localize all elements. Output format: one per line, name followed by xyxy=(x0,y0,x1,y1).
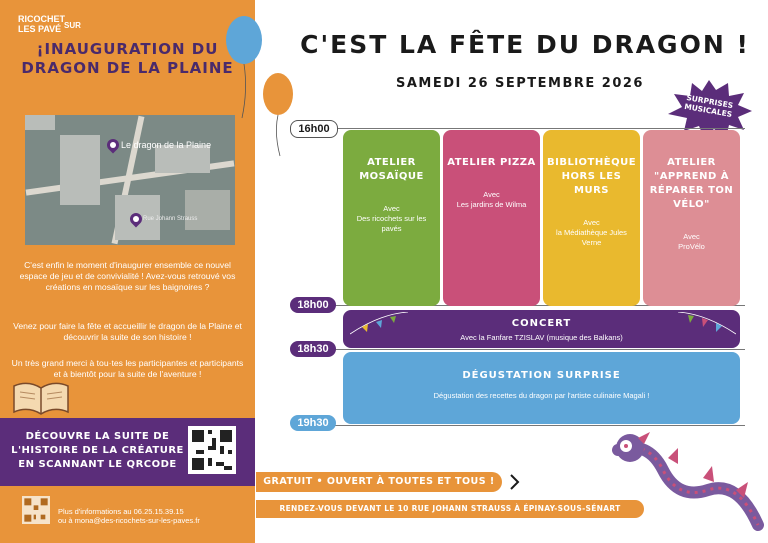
atelier-partner: Les jardins de Wilma xyxy=(456,200,527,209)
event-date: SAMEDI 26 SEPTEMBRE 2026 xyxy=(396,76,644,91)
inauguration-heading: ¡INAUGURATION DU DRAGON DE LA PLAINE xyxy=(21,40,234,77)
map-pin-icon xyxy=(105,137,122,154)
dragon-illustration xyxy=(608,430,768,543)
atelier-with-label: Avec xyxy=(383,204,400,213)
meeting-point-banner: RENDEZ-VOUS DEVANT LE 10 RUE JOHANN STRAUSS À ÉPINAY-SOUS-SÉNART xyxy=(256,500,644,518)
atelier-card-mosaique xyxy=(343,130,440,306)
map-location-label: Le dragon de la Plaine xyxy=(121,140,212,150)
atelier-title: BIBLIOTHÈQUE HORS LES MURS xyxy=(547,157,637,196)
atelier-title: ATELIER "APPREND À RÉPARER TON VÉLO" xyxy=(649,157,734,210)
atelier-card-velo xyxy=(643,130,740,306)
atelier-title: ATELIER PIZZA xyxy=(447,157,536,168)
logo-line1: RICOCHET xyxy=(18,14,65,24)
map-street-label: Rue Johann Strauss xyxy=(143,216,198,222)
concert-subtitle: Avec la Fanfare TZISLAV (musique des Balkans) xyxy=(460,333,623,342)
contact-email: ou à mona@des-ricochets-sur-les-paves.fr xyxy=(58,516,200,525)
degustation-subtitle: Dégustation des recettes du dragon par l'artiste culinaire Magali ! xyxy=(433,391,650,400)
time-label-18h00: 18h00 xyxy=(290,297,336,313)
atelier-with-label: Avec xyxy=(583,218,600,227)
logo-line2: LES PAVÉ xyxy=(18,24,62,34)
invite-paragraph: Venez pour faire la fête et accueillir le dragon de la Plaine et découvrir la suite de son histoire ! xyxy=(13,321,242,342)
atelier-card-pizza xyxy=(443,130,540,306)
atelier-with-label: Avec xyxy=(683,232,700,241)
free-entry-banner: GRATUIT • OUVERT À TOUTES ET TOUS ! xyxy=(256,472,502,492)
concert-title: CONCERT xyxy=(511,318,572,329)
timeline-line xyxy=(300,128,745,129)
thanks-paragraph: Un très grand merci à tou·tes les participantes et participants et à bientôt pour la suite de l'aventure ! xyxy=(11,358,244,379)
contact-phone: Plus d'informations au 06.25.15.39.15 xyxy=(58,507,184,516)
atelier-card-bibliotheque xyxy=(543,130,640,306)
degustation-block xyxy=(343,352,740,424)
surprises-badge-label: SURPRISES MUSICALES xyxy=(683,93,734,120)
atelier-partner: Des ricochets sur les pavés xyxy=(356,214,427,233)
qrcode-text: DÉCOUVRE LA SUITE DE L'HISTOIRE DE LA CRÉATURE EN SCANNANT LE QRCODE xyxy=(11,431,184,470)
qrcode-icon[interactable] xyxy=(188,426,236,474)
orange-balloon-icon xyxy=(258,68,298,158)
contact-info xyxy=(58,507,248,525)
timeline-line xyxy=(300,349,745,350)
intro-paragraph: C'est enfin le moment d'inaugurer ensemble ce nouvel espace de jeu et de convivialité ! Avez-vous retrouvé vos créations en mosaïque sur les baignoires ? xyxy=(19,260,236,292)
aerial-map xyxy=(25,115,235,245)
time-label-18h30: 18h30 xyxy=(290,341,336,357)
atelier-partner: ProVélo xyxy=(678,242,705,251)
time-label-16h00: 16h00 xyxy=(290,120,338,138)
page-title: C'EST LA FÊTE DU DRAGON ! xyxy=(300,30,750,59)
atelier-with-label: Avec xyxy=(483,190,500,199)
open-book-icon xyxy=(10,378,72,416)
logo-sur: SUR xyxy=(64,21,81,30)
time-label-19h30: 19h30 xyxy=(290,415,336,431)
atelier-partner: la Médiathèque Jules Verne xyxy=(556,228,627,247)
chevron-right-icon xyxy=(508,472,522,492)
atelier-title: ATELIER MOSAÏQUE xyxy=(359,157,424,182)
degustation-title: DÉGUSTATION SURPRISE xyxy=(462,370,621,381)
bunting-right-icon xyxy=(676,312,736,338)
timeline-line xyxy=(300,425,745,426)
small-qrcode-icon xyxy=(22,496,50,524)
bunting-left-icon xyxy=(350,312,410,338)
